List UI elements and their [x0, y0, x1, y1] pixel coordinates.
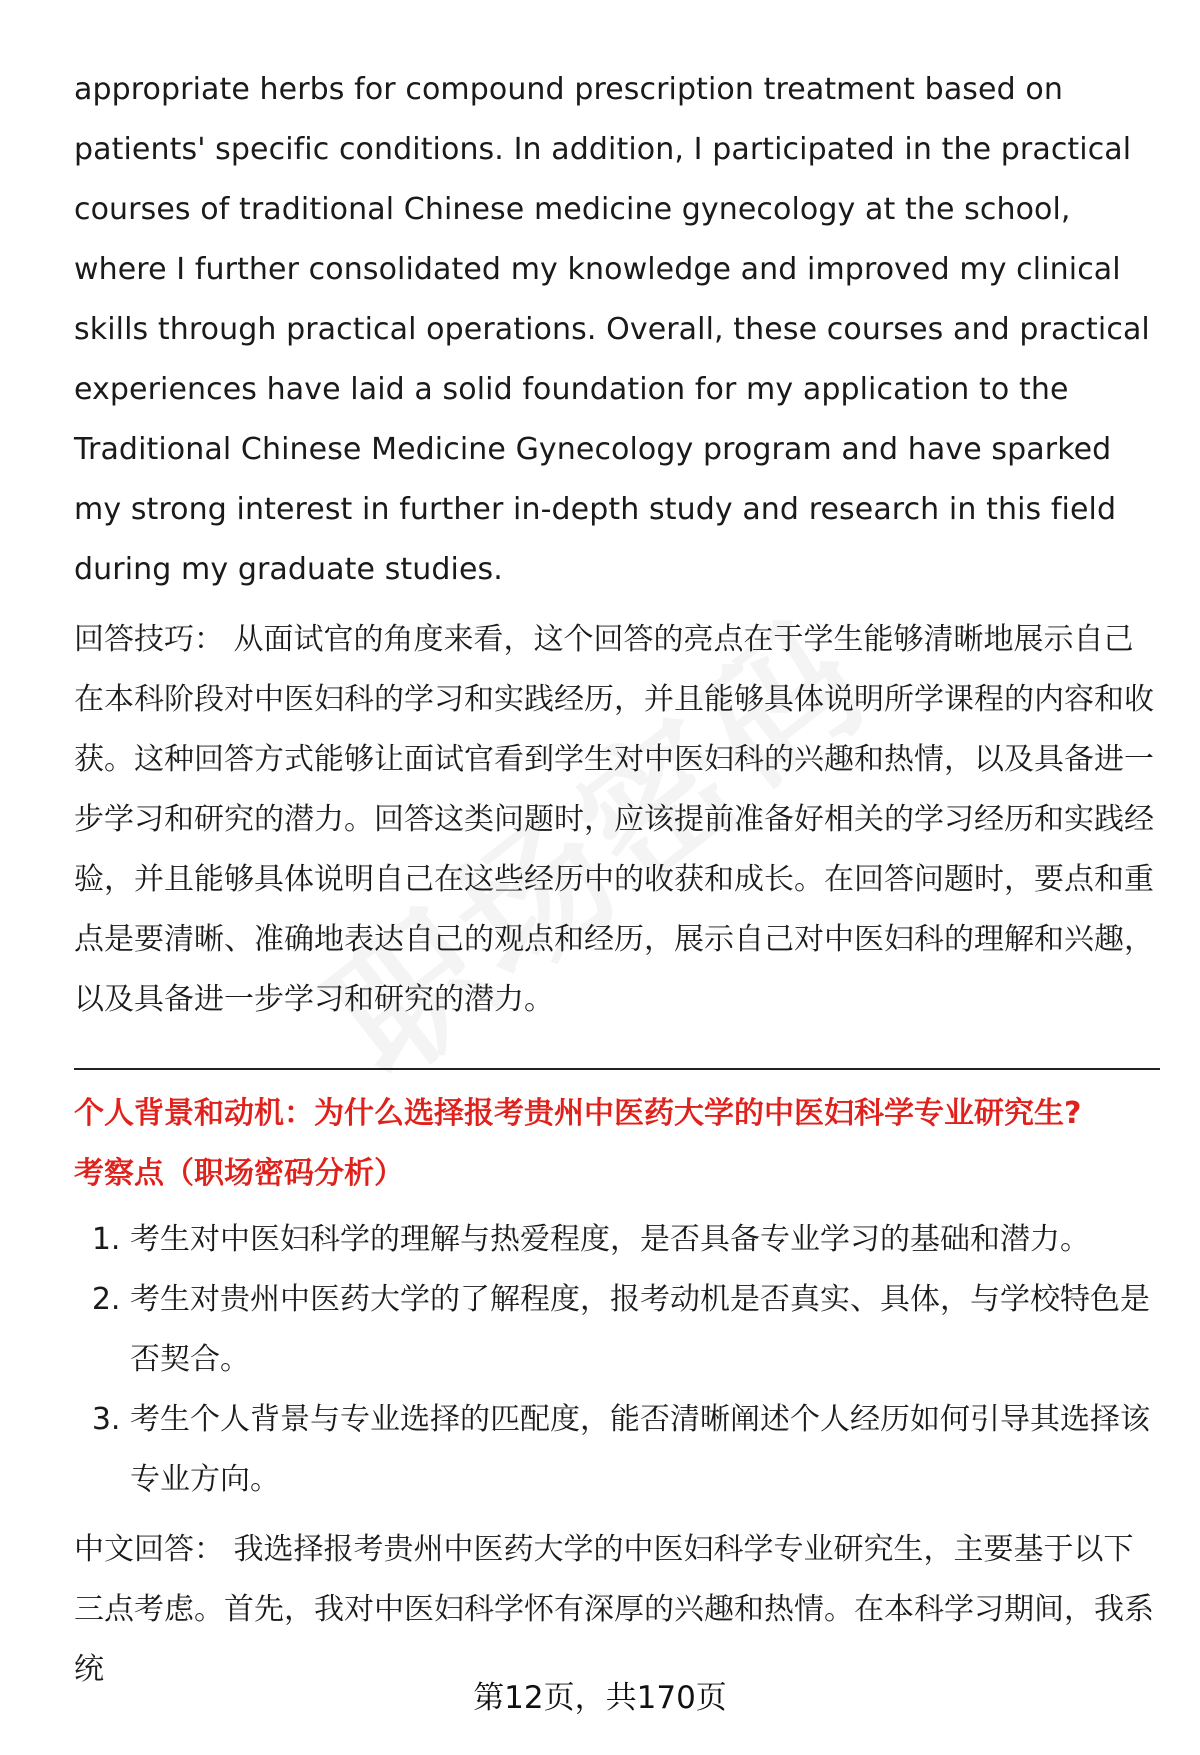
answer-label: 中文回答： — [74, 1532, 224, 1567]
tips-paragraph — [74, 610, 1160, 1030]
tips-label: 回答技巧： — [74, 622, 224, 657]
assessment-points-list — [74, 1210, 1160, 1510]
assessment-point: 1. 考生对中医妇科学的理解与热爱程度，是否具备专业学习的基础和潜力。 — [130, 1210, 1160, 1270]
answer-text: 我选择报考贵州中医药大学的中医妇科学专业研究生，主要基于以下三点考虑。首先，我对中医妇科学怀有深厚的兴趣和热情。在本科学习期间，我系统 — [74, 1532, 1154, 1687]
section-divider — [74, 1068, 1160, 1070]
page-number-footer: 第12页，共170页 — [473, 1680, 727, 1716]
document-page — [74, 60, 1160, 1700]
assessment-points-heading: 考察点（职场密码分析） — [74, 1156, 404, 1191]
english-answer-paragraph: appropriate herbs for compound prescription treatment based on patients' specific conditions. In addition, I participated in the practical courses of traditional Chinese medicine gynecology at the school, where I further consolidated my knowledge and improved my clinical skills through practical operations. Overall, these courses and practical experiences have laid a solid foundation for my application to the Traditional Chinese Medicine Gynecology program and have sparked my strong interest in further in-depth study and research in this field during my graduate studies. — [74, 72, 1150, 587]
question-title: 个人背景和动机：为什么选择报考贵州中医药大学的中医妇科学专业研究生? — [74, 1096, 1082, 1131]
assessment-point: 2. 考生对贵州中医药大学的了解程度，报考动机是否真实、具体，与学校特色是否契合。 — [130, 1270, 1160, 1390]
assessment-point: 3. 考生个人背景与专业选择的匹配度，能否清晰阐述个人经历如何引导其选择该专业方向。 — [130, 1390, 1160, 1510]
tips-text: 从面试官的角度来看，这个回答的亮点在于学生能够清晰地展示自己在本科阶段对中医妇科的学习和实践经历，并且能够具体说明所学课程的内容和收获。这种回答方式能够让面试官看到学生对中医妇科的兴趣和热情，以及具备进一步学习和研究的潜力。回答这类问题时，应该提前准备好相关的学习经历和实践经验，并且能够具体说明自己在这些经历中的收获和成长。在回答问题时，要点和重点是要清晰、准确地表达自己的观点和经历，展示自己对中医妇科的理解和兴趣，以及具备进一步学习和研究的潜力。 — [74, 622, 1154, 1017]
